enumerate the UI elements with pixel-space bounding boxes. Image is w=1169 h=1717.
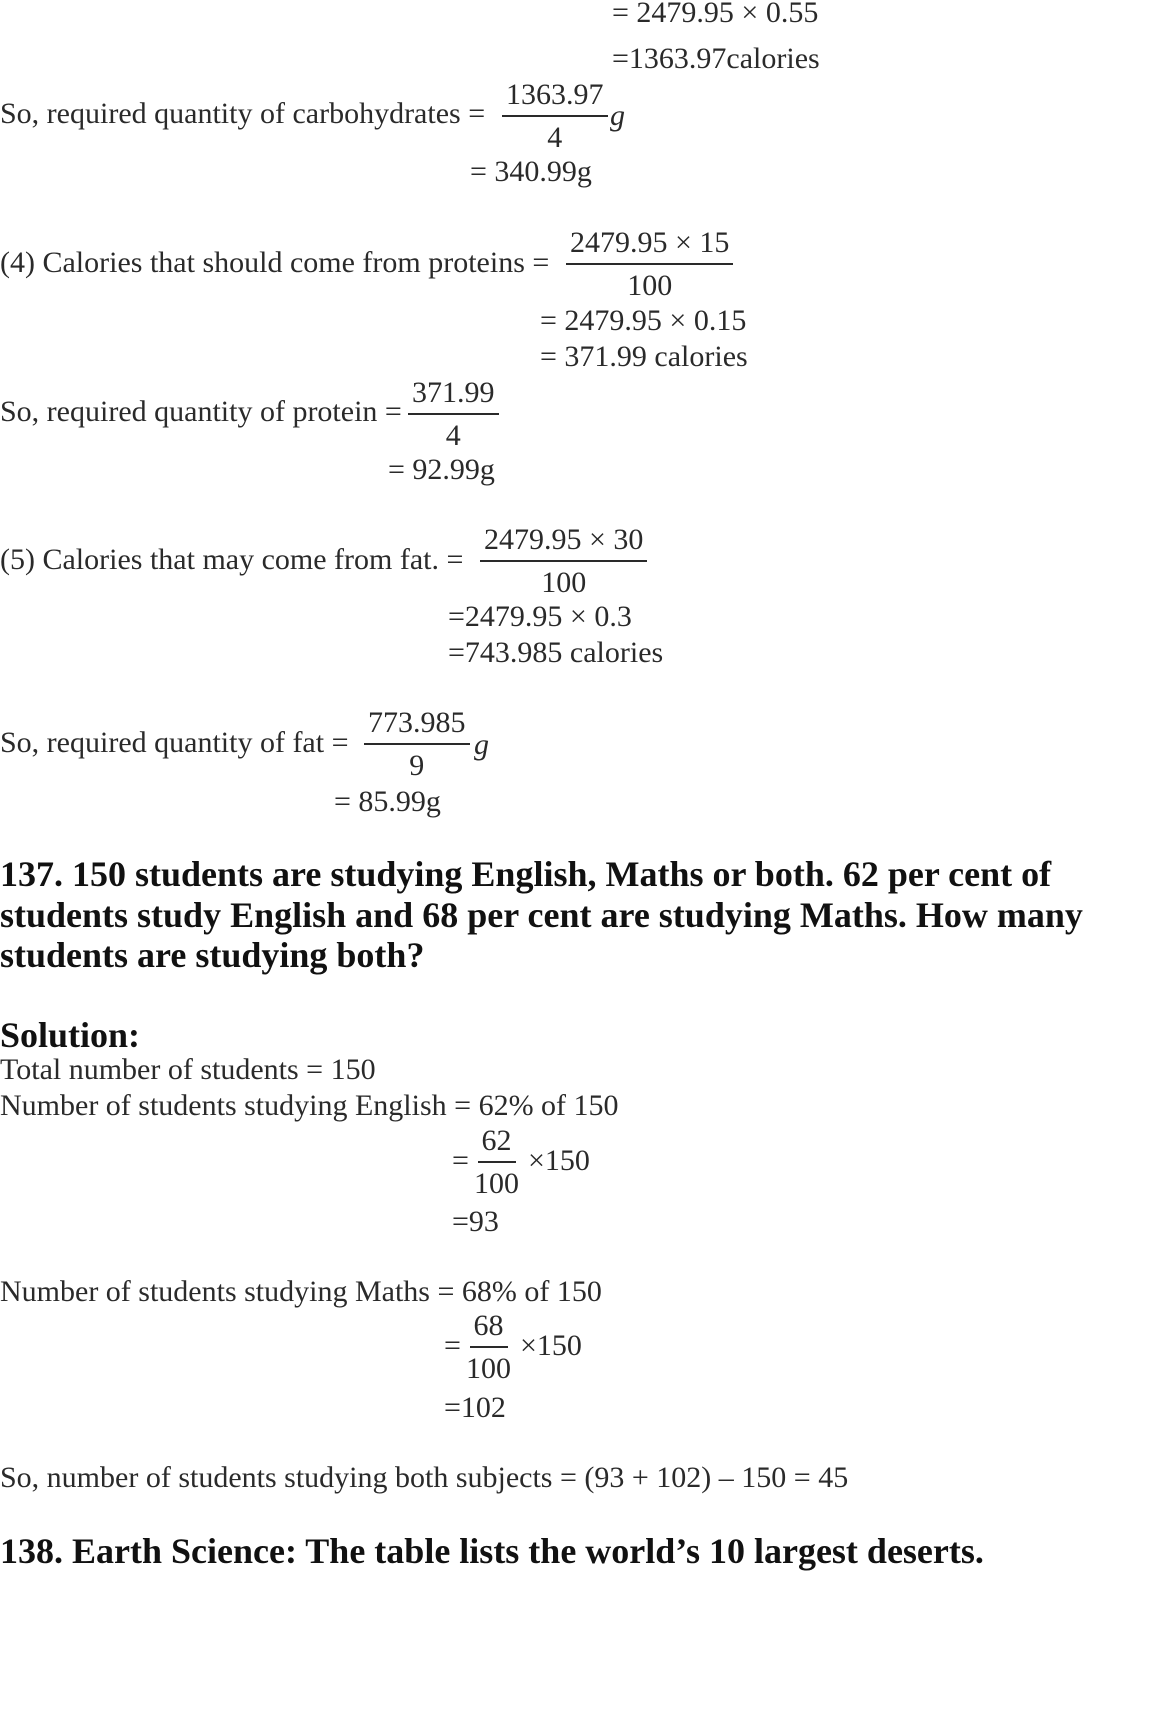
fat-step-2: =743.985 calories — [448, 636, 664, 669]
fraction-numerator: 68 — [470, 1311, 508, 1348]
maths-fraction — [466, 1311, 511, 1384]
fraction-numerator: 62 — [478, 1126, 516, 1163]
solution-heading: Solution: — [0, 1015, 141, 1055]
protein-step-2: = 371.99 calories — [540, 340, 748, 373]
carb-quantity-fraction — [502, 80, 608, 153]
fat-quantity-label: So, required quantity of fat = — [0, 726, 349, 759]
unit-g: g — [474, 728, 489, 761]
carb-step-1: = 2479.95 × 0.55 — [612, 0, 819, 29]
fraction-denominator: 100 — [541, 566, 587, 599]
question-138-line-1: 138. Earth Science: The table lists the world’s 10 largest deserts. — [0, 1531, 984, 1571]
question-137-line-3: students are studying both? — [0, 935, 425, 975]
fraction-numerator: 773.985 — [364, 708, 470, 745]
fraction-numerator: 371.99 — [408, 378, 499, 415]
fraction-denominator: 9 — [409, 749, 425, 782]
both-subjects-result: So, number of students studying both subjects = (93 + 102) – 150 = 45 — [0, 1461, 849, 1494]
english-students-label: Number of students studying English = 62% of 150 — [0, 1089, 619, 1122]
unit-g: g — [610, 99, 625, 132]
english-result: =93 — [452, 1205, 499, 1238]
fraction-denominator: 4 — [547, 121, 563, 154]
carb-quantity-label: So, required quantity of carbohydrates = — [0, 97, 486, 130]
fat-calories-label: (5) Calories that may come from fat. = — [0, 543, 464, 576]
question-137-line-1: 137. 150 students are studying English, Maths or both. 62 per cent of — [0, 854, 1052, 894]
total-students: Total number of students = 150 — [0, 1053, 376, 1086]
fraction-denominator: 100 — [474, 1167, 519, 1200]
protein-step-1: = 2479.95 × 0.15 — [540, 304, 747, 337]
protein-quantity-label: So, required quantity of protein = — [0, 395, 402, 428]
fraction-numerator: 2479.95 × 30 — [480, 525, 647, 562]
fraction-numerator: 2479.95 × 15 — [566, 228, 733, 265]
fat-quantity-fraction — [364, 708, 470, 781]
protein-calories-fraction — [566, 228, 733, 301]
fraction-denominator: 4 — [445, 419, 461, 452]
protein-quantity-result: = 92.99g — [388, 453, 495, 486]
carb-step-2: =1363.97calories — [612, 42, 820, 75]
fraction-denominator: 100 — [466, 1352, 511, 1385]
protein-calories-label: (4) Calories that should come from proteins = — [0, 246, 550, 279]
fat-calories-fraction — [480, 525, 647, 598]
english-multiplier: ×150 — [528, 1144, 590, 1177]
maths-equals: = — [444, 1329, 461, 1362]
english-equals: = — [452, 1144, 469, 1177]
fraction-numerator: 1363.97 — [502, 80, 608, 117]
fraction-denominator: 100 — [627, 269, 673, 302]
english-fraction — [474, 1126, 519, 1199]
fat-step-1: =2479.95 × 0.3 — [448, 600, 632, 633]
question-137-line-2: students study English and 68 per cent are studying Maths. How many — [0, 895, 1083, 935]
maths-multiplier: ×150 — [520, 1329, 582, 1362]
protein-quantity-fraction — [408, 378, 499, 451]
maths-students-label: Number of students studying Maths = 68% of 150 — [0, 1275, 602, 1308]
carb-quantity-result: = 340.99g — [470, 155, 592, 188]
fat-quantity-result: = 85.99g — [334, 785, 441, 818]
maths-result: =102 — [444, 1391, 506, 1424]
